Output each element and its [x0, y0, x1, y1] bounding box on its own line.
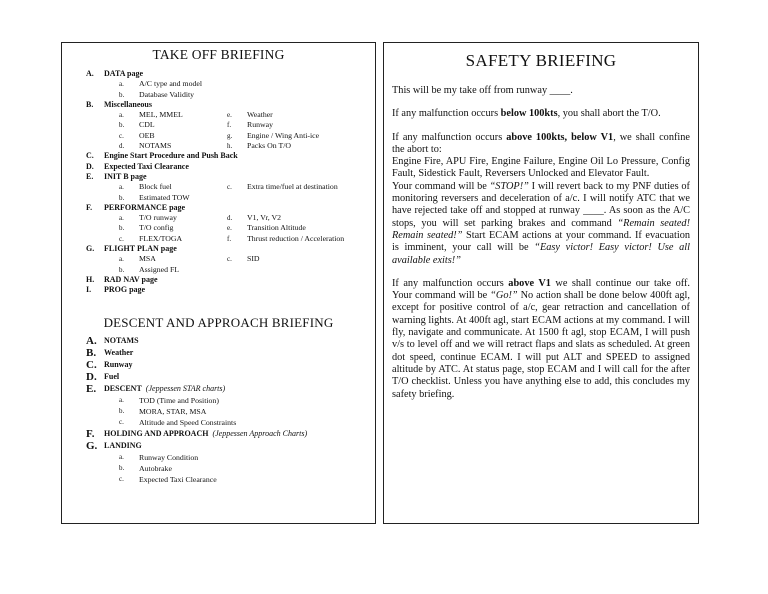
section-letter: G.: [86, 439, 98, 452]
safety-briefing-panel: [383, 42, 699, 524]
item-text: Altitude and Speed Constraints: [139, 417, 237, 427]
item-text: Engine / Wing Anti-ice: [247, 130, 320, 140]
item-marker: d.: [227, 214, 233, 223]
takeoff-briefing-title: TAKE OFF BRIEFING: [152, 47, 285, 62]
item-text: Autobrake: [139, 463, 172, 473]
item-marker: b.: [119, 193, 125, 202]
section-letter: B.: [86, 346, 97, 359]
item-marker: d.: [119, 142, 125, 151]
item-text: [247, 90, 375, 100]
section-label: Runway: [104, 359, 133, 369]
takeoff-subitem: [62, 265, 375, 275]
section-letter: A.: [86, 69, 94, 78]
takeoff-section: [62, 275, 375, 285]
takeoff-subitem: [62, 254, 375, 264]
section-letter: H.: [86, 274, 95, 284]
item-text: MEL, MMEL: [139, 110, 183, 120]
takeoff-section: [62, 203, 375, 213]
item-marker: b.: [119, 90, 125, 99]
section-letter: F.: [86, 202, 93, 212]
section-letter: G.: [86, 244, 95, 254]
takeoff-subitem: [62, 182, 375, 192]
section-label: PROG page: [104, 285, 146, 295]
item-text: OEB: [139, 130, 155, 140]
descent-section: [62, 359, 375, 371]
above-100kts-paragraph: If any malfunction occurs above 100kts, below V1, we shall confine the abort to:: [392, 131, 690, 155]
takeoff-section: [62, 100, 375, 110]
section-label: INIT B page: [104, 171, 147, 181]
stop-command-paragraph: Your command will be “STOP!” I will revert back to my PNF duties of monitoring reversers and deceleration of a/c. I will notify ATC that we have rejected take off and stopped at runway ____. As soon as the A/C stops, you will set parking brakes and command “Remain seated! Remain seated!” Start ECAM actions at your command. If evacuation is imminent, your call will be “Easy victor! Easy victor! Use all available exits!”: [392, 180, 690, 266]
section-label: Miscellaneous: [104, 99, 152, 109]
item-marker: f.: [227, 234, 232, 243]
takeoff-list: [62, 69, 375, 296]
item-text: Packs On T/O: [247, 141, 292, 151]
item-text: Database Validity: [139, 89, 195, 99]
item-marker: b.: [119, 265, 125, 274]
descent-briefing-title: DESCENT AND APPROACH BRIEFING: [103, 314, 334, 330]
item-marker: e.: [227, 224, 232, 233]
takeoff-section: [62, 69, 375, 79]
item-marker: a.: [119, 111, 124, 120]
item-marker: [227, 79, 247, 89]
takeoff-subitem: [62, 120, 375, 130]
item-marker: a.: [119, 214, 124, 223]
takeoff-subitem: [62, 131, 375, 141]
descent-subitem: [62, 406, 375, 417]
descent-subitem: [62, 395, 375, 406]
takeoff-subitem: [62, 90, 375, 100]
section-letter: D.: [86, 161, 94, 171]
item-marker: b.: [119, 224, 125, 233]
takeoff-section: [62, 244, 375, 254]
item-text: FLEX/TOGA: [139, 233, 183, 243]
takeoff-subitem: [62, 193, 375, 203]
takeoff-subitem: [62, 213, 375, 223]
item-text: [247, 79, 375, 89]
takeoff-subitem: [62, 110, 375, 120]
item-text: Runway Condition: [139, 452, 199, 462]
item-text: [247, 265, 375, 275]
descent-section: [62, 383, 375, 395]
item-marker: a.: [119, 255, 124, 264]
item-text: Runway: [247, 120, 273, 130]
takeoff-subitem: [62, 223, 375, 233]
section-label: Engine Start Procedure and Push Back: [104, 151, 238, 161]
item-text: Extra time/fuel at destination: [247, 182, 338, 192]
descent-section: [62, 440, 375, 452]
item-text: MORA, STAR, MSA: [139, 406, 207, 416]
item-text: TOD (Time and Position): [139, 395, 219, 405]
item-text: T/O config: [139, 223, 174, 233]
item-text: T/O runway: [139, 213, 177, 223]
section-note: (Jeppessen STAR charts): [145, 383, 226, 393]
takeoff-subitem: [62, 79, 375, 89]
item-marker: c.: [119, 234, 124, 243]
takeoff-section: [62, 151, 375, 161]
item-marker: a.: [119, 183, 124, 192]
item-marker: c.: [119, 131, 124, 140]
section-label: DATA page: [104, 69, 144, 78]
item-text: A/C type and model: [139, 79, 203, 89]
section-label: Weather: [104, 347, 134, 357]
takeoff-section: [62, 172, 375, 182]
item-marker: c.: [227, 183, 232, 192]
item-text: SID: [247, 254, 260, 264]
item-text: Weather: [247, 110, 273, 120]
abort-list-paragraph: Engine Fire, APU Fire, Engine Failure, Engine Oil Lo Pressure, Config Fault, Sidestick Fault, Reversers Unlocked and Elevator Fault.: [392, 156, 690, 180]
section-letter: E.: [86, 171, 94, 181]
section-label: Expected Taxi Clearance: [104, 161, 189, 171]
item-marker: c.: [119, 474, 124, 483]
section-letter: C.: [86, 151, 94, 161]
runway-paragraph: This will be my take off from runway ____.: [392, 85, 573, 96]
descent-section: [62, 347, 375, 359]
section-letter: E.: [86, 382, 97, 395]
above-v1-paragraph: If any malfunction occurs above V1 we shall continue our take off. Your command will be “Go!” No action shall be done below 400ft agl, except for positive control of a/c, gear retraction and cancellation of warning lights. At 400ft agl, start ECAM actions at my command. I will fly, navigate and communicate. At 1500 ft agl, stop ECAM, I will push v/s to level off and we will retract flaps and slats as scheduled. At green dot speed, continue ECAM. I will put ALT and SPEED to assigned altitude by ATC. At status page, stop ECAM and I will call for the after T/O checklist. Unless you have anything else to add, this concludes my safety briefing.: [392, 277, 691, 400]
section-letter: D.: [86, 370, 97, 383]
takeoff-section: [62, 285, 375, 295]
section-letter: B.: [86, 99, 94, 109]
section-label: NOTAMS: [104, 335, 139, 345]
descent-subitem: [62, 452, 375, 463]
item-marker: f.: [227, 121, 232, 130]
descent-list: [62, 335, 375, 485]
takeoff-section: [62, 162, 375, 172]
section-label: Fuel: [104, 371, 120, 381]
item-marker: c.: [119, 417, 124, 426]
item-marker: [227, 193, 247, 203]
item-text: Estimated TOW: [139, 192, 190, 202]
descent-subitem: [62, 417, 375, 428]
descent-subitem: [62, 463, 375, 474]
safety-briefing-title: SAFETY BRIEFING: [465, 51, 617, 70]
descent-subitem: [62, 474, 375, 485]
takeoff-subitem: [62, 141, 375, 151]
section-label: FLIGHT PLAN page: [104, 244, 177, 254]
section-letter: F.: [86, 427, 95, 440]
item-marker: a.: [119, 80, 124, 89]
item-text: Expected Taxi Clearance: [139, 474, 217, 484]
below-100kts-paragraph: If any malfunction occurs below 100kts, you shall abort the T/O.: [392, 108, 661, 120]
takeoff-descent-panel: [61, 42, 376, 524]
section-letter: A.: [86, 334, 97, 347]
item-text: Block fuel: [139, 182, 172, 192]
descent-section: [62, 428, 375, 440]
item-marker: c.: [227, 255, 232, 264]
item-text: CDL: [139, 120, 155, 130]
section-label: HOLDING AND APPROACH: [104, 428, 209, 438]
descent-section: [62, 335, 375, 347]
item-marker: b.: [119, 121, 125, 130]
item-marker: a.: [119, 395, 124, 404]
item-text: MSA: [139, 254, 156, 264]
item-marker: h.: [227, 142, 233, 151]
item-text: V1, Vr, V2: [247, 213, 282, 223]
item-marker: [227, 265, 247, 275]
takeoff-subitem: [62, 234, 375, 244]
section-label: RAD NAV page: [104, 274, 158, 284]
section-label: DESCENT: [104, 383, 142, 393]
item-text: Thrust reduction / Acceleration: [247, 233, 345, 243]
section-label: LANDING: [104, 440, 142, 450]
item-text: NOTAMS: [139, 141, 172, 151]
item-text: Assigned FL: [139, 264, 180, 274]
item-text: [247, 193, 375, 203]
section-letter: C.: [86, 358, 97, 371]
item-text: Transition Altitude: [247, 223, 306, 233]
section-letter: I.: [86, 285, 92, 295]
item-marker: b.: [119, 406, 125, 415]
item-marker: b.: [119, 463, 125, 472]
item-marker: g.: [227, 131, 233, 140]
section-label: PERFORMANCE page: [104, 202, 186, 212]
item-marker: e.: [227, 111, 232, 120]
item-marker: a.: [119, 452, 124, 461]
item-marker: [227, 90, 247, 100]
descent-section: [62, 371, 375, 383]
section-note: (Jeppessen Approach Charts): [212, 428, 308, 438]
